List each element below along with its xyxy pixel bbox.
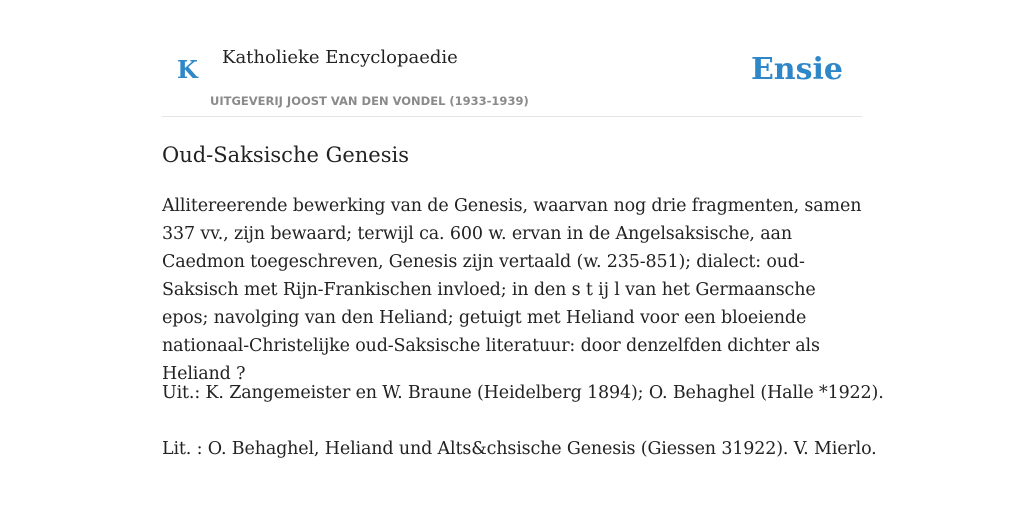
- article-paragraph-description: Allitereerende bewerking van de Genesis, waarvan nog drie fragmenten, samen 337 vv., zijn bewaard; terwijl ca. 600 w. ervan in de Angelsaksische, aan Caedmon toegeschreven, Genesis zijn vertaald (w. 235-851); dialect: oud-Saksisch met Rijn-Frankischen invloed; in den s t ij l van het Germaansche epos; navolging van den Heliand; getuigt met Heliand voor een bloeiende nationaal-Christelijke oud-Saksische literatuur: door denzelfden dichter als Heliand ?: [162, 196, 862, 384]
- site-title[interactable]: Katholieke Encyclopaedie: [222, 47, 458, 68]
- article-paragraph-editions: Uit.: K. Zangemeister en W. Braune (Heidelberg 1894); O. Behaghel (Halle *1922).: [162, 383, 884, 403]
- publisher-line: UITGEVERIJ JOOST VAN DEN VONDEL (1933-1939): [210, 94, 529, 108]
- article-title: Oud-Saksische Genesis: [162, 143, 409, 167]
- site-header: [162, 0, 862, 117]
- page: [162, 0, 884, 512]
- logo-k-icon[interactable]: K: [177, 55, 198, 84]
- article-paragraph-literature: Lit. : O. Behaghel, Heliand und Alts&chsische Genesis (Giessen 31922). V. Mierlo.: [162, 439, 877, 459]
- ensie-brand-link[interactable]: Ensie: [750, 52, 843, 87]
